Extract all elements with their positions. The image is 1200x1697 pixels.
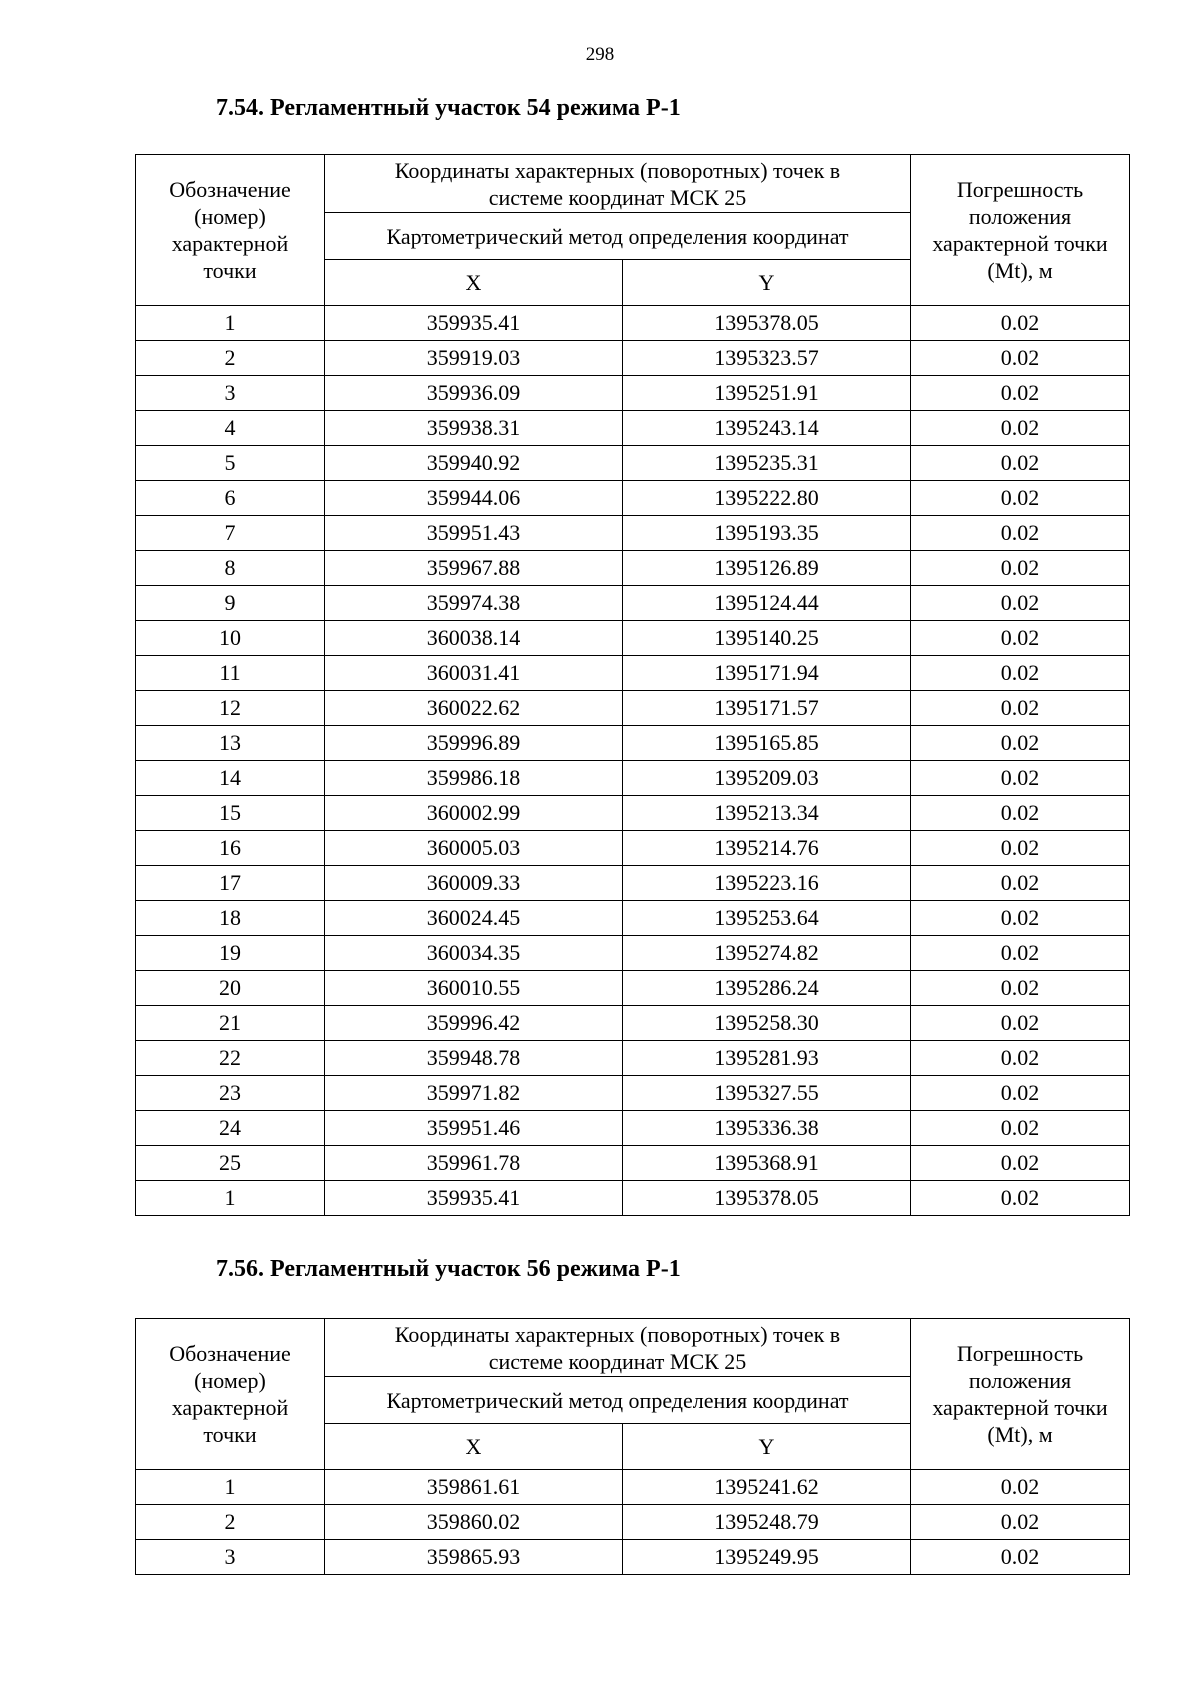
cell-point-number: 1: [136, 306, 325, 341]
cell-x: 359986.18: [325, 761, 623, 796]
cell-y: 1395126.89: [623, 551, 911, 586]
cell-point-number: 3: [136, 1540, 325, 1575]
cell-point-number: 6: [136, 481, 325, 516]
cell-x: 359996.89: [325, 726, 623, 761]
cell-y: 1395241.62: [623, 1470, 911, 1505]
cell-point-number: 10: [136, 621, 325, 656]
cell-accuracy: 0.02: [911, 1111, 1130, 1146]
cell-y: 1395213.34: [623, 796, 911, 831]
cell-point-number: 24: [136, 1111, 325, 1146]
cell-x: 360038.14: [325, 621, 623, 656]
cell-point-number: 15: [136, 796, 325, 831]
cell-x: 359936.09: [325, 376, 623, 411]
cell-accuracy: 0.02: [911, 656, 1130, 691]
cell-x: 360005.03: [325, 831, 623, 866]
table-row: [136, 551, 1130, 586]
cell-accuracy: 0.02: [911, 1470, 1130, 1505]
cell-point-number: 9: [136, 586, 325, 621]
cell-x: 360034.35: [325, 936, 623, 971]
header-accuracy: Погрешность положения характерной точки (Mt), м: [911, 1319, 1130, 1470]
cell-accuracy: 0.02: [911, 1076, 1130, 1111]
cell-point-number: 11: [136, 656, 325, 691]
cell-x: 360031.41: [325, 656, 623, 691]
cell-x: 359996.42: [325, 1006, 623, 1041]
cell-x: 359944.06: [325, 481, 623, 516]
table-row: [136, 901, 1130, 936]
cell-y: 1395243.14: [623, 411, 911, 446]
table-row: [136, 1041, 1130, 1076]
cell-accuracy: 0.02: [911, 1041, 1130, 1076]
cell-accuracy: 0.02: [911, 691, 1130, 726]
coordinates-table: [135, 154, 1130, 1216]
header-y: Y: [623, 260, 911, 306]
cell-x: 359861.61: [325, 1470, 623, 1505]
header-method: Картометрический метод определения координат: [325, 1377, 911, 1424]
header-x: X: [325, 1424, 623, 1470]
cell-accuracy: 0.02: [911, 1146, 1130, 1181]
table-row: [136, 586, 1130, 621]
cell-x: 359961.78: [325, 1146, 623, 1181]
cell-point-number: 17: [136, 866, 325, 901]
cell-point-number: 13: [136, 726, 325, 761]
cell-accuracy: 0.02: [911, 901, 1130, 936]
cell-point-number: 23: [136, 1076, 325, 1111]
cell-x: 359935.41: [325, 306, 623, 341]
cell-accuracy: 0.02: [911, 726, 1130, 761]
cell-y: 1395327.55: [623, 1076, 911, 1111]
header-accuracy: Погрешность положения характерной точки (Mt), м: [911, 155, 1130, 306]
table-row: [136, 726, 1130, 761]
table-row: [136, 1540, 1130, 1575]
header-coordinates: Координаты характерных (поворотных) точек в системе координат МСК 25: [325, 155, 911, 213]
cell-point-number: 19: [136, 936, 325, 971]
cell-point-number: 22: [136, 1041, 325, 1076]
cell-accuracy: 0.02: [911, 306, 1130, 341]
cell-accuracy: 0.02: [911, 1181, 1130, 1216]
cell-accuracy: 0.02: [911, 481, 1130, 516]
cell-accuracy: 0.02: [911, 971, 1130, 1006]
table-row: [136, 1111, 1130, 1146]
cell-x: 360002.99: [325, 796, 623, 831]
cell-accuracy: 0.02: [911, 516, 1130, 551]
cell-point-number: 21: [136, 1006, 325, 1041]
cell-y: 1395286.24: [623, 971, 911, 1006]
table-row: [136, 1505, 1130, 1540]
cell-y: 1395258.30: [623, 1006, 911, 1041]
cell-accuracy: 0.02: [911, 936, 1130, 971]
cell-y: 1395124.44: [623, 586, 911, 621]
cell-x: 359951.46: [325, 1111, 623, 1146]
cell-y: 1395253.64: [623, 901, 911, 936]
cell-y: 1395251.91: [623, 376, 911, 411]
cell-accuracy: 0.02: [911, 446, 1130, 481]
cell-accuracy: 0.02: [911, 411, 1130, 446]
table-row: [136, 516, 1130, 551]
cell-x: 359860.02: [325, 1505, 623, 1540]
cell-x: 359865.93: [325, 1540, 623, 1575]
cell-point-number: 4: [136, 411, 325, 446]
table-row: [136, 1076, 1130, 1111]
cell-x: 359919.03: [325, 341, 623, 376]
cell-y: 1395281.93: [623, 1041, 911, 1076]
cell-y: 1395140.25: [623, 621, 911, 656]
cell-accuracy: 0.02: [911, 551, 1130, 586]
table-row: [136, 691, 1130, 726]
table-row: [136, 656, 1130, 691]
cell-accuracy: 0.02: [911, 761, 1130, 796]
page-number: 298: [585, 44, 615, 65]
table-row: [136, 306, 1130, 341]
cell-accuracy: 0.02: [911, 1006, 1130, 1041]
cell-y: 1395249.95: [623, 1540, 911, 1575]
cell-y: 1395368.91: [623, 1146, 911, 1181]
cell-y: 1395378.05: [623, 306, 911, 341]
cell-point-number: 16: [136, 831, 325, 866]
cell-y: 1395165.85: [623, 726, 911, 761]
cell-y: 1395223.16: [623, 866, 911, 901]
table-row: [136, 481, 1130, 516]
cell-x: 360024.45: [325, 901, 623, 936]
cell-point-number: 18: [136, 901, 325, 936]
table-row: [136, 1470, 1130, 1505]
cell-point-number: 3: [136, 376, 325, 411]
cell-accuracy: 0.02: [911, 376, 1130, 411]
cell-y: 1395248.79: [623, 1505, 911, 1540]
header-point-number: Обозначение (номер) характерной точки: [136, 155, 325, 306]
table-row: [136, 446, 1130, 481]
cell-accuracy: 0.02: [911, 341, 1130, 376]
cell-y: 1395336.38: [623, 1111, 911, 1146]
table-row: [136, 621, 1130, 656]
cell-x: 359974.38: [325, 586, 623, 621]
table-row: [136, 936, 1130, 971]
table-row: [136, 376, 1130, 411]
cell-x: 359951.43: [325, 516, 623, 551]
table-row: [136, 831, 1130, 866]
cell-point-number: 25: [136, 1146, 325, 1181]
cell-point-number: 14: [136, 761, 325, 796]
table-row: [136, 1181, 1130, 1216]
table-row: [136, 341, 1130, 376]
cell-accuracy: 0.02: [911, 866, 1130, 901]
cell-y: 1395193.35: [623, 516, 911, 551]
table-row: [136, 796, 1130, 831]
cell-x: 359940.92: [325, 446, 623, 481]
cell-x: 360022.62: [325, 691, 623, 726]
cell-y: 1395171.57: [623, 691, 911, 726]
cell-y: 1395214.76: [623, 831, 911, 866]
cell-x: 359971.82: [325, 1076, 623, 1111]
table-row: [136, 411, 1130, 446]
cell-point-number: 1: [136, 1470, 325, 1505]
cell-x: 359967.88: [325, 551, 623, 586]
cell-accuracy: 0.02: [911, 621, 1130, 656]
cell-x: 359948.78: [325, 1041, 623, 1076]
cell-y: 1395323.57: [623, 341, 911, 376]
cell-point-number: 7: [136, 516, 325, 551]
header-coordinates: Координаты характерных (поворотных) точек в системе координат МСК 25: [325, 1319, 911, 1377]
table-row: [136, 1006, 1130, 1041]
cell-y: 1395274.82: [623, 936, 911, 971]
cell-point-number: 2: [136, 341, 325, 376]
cell-point-number: 5: [136, 446, 325, 481]
cell-y: 1395209.03: [623, 761, 911, 796]
cell-accuracy: 0.02: [911, 586, 1130, 621]
header-point-number: Обозначение (номер) характерной точки: [136, 1319, 325, 1470]
cell-accuracy: 0.02: [911, 1505, 1130, 1540]
cell-y: 1395222.80: [623, 481, 911, 516]
table-row: [136, 866, 1130, 901]
header-y: Y: [623, 1424, 911, 1470]
cell-accuracy: 0.02: [911, 831, 1130, 866]
section-title: 7.54. Регламентный участок 54 режима Р-1: [216, 95, 681, 121]
cell-x: 359938.31: [325, 411, 623, 446]
cell-accuracy: 0.02: [911, 796, 1130, 831]
cell-x: 360009.33: [325, 866, 623, 901]
cell-point-number: 1: [136, 1181, 325, 1216]
table-row: [136, 971, 1130, 1006]
coordinates-table: [135, 1318, 1130, 1575]
header-method: Картометрический метод определения координат: [325, 213, 911, 260]
cell-y: 1395378.05: [623, 1181, 911, 1216]
cell-accuracy: 0.02: [911, 1540, 1130, 1575]
cell-x: 359935.41: [325, 1181, 623, 1216]
header-x: X: [325, 260, 623, 306]
table-row: [136, 1146, 1130, 1181]
cell-point-number: 12: [136, 691, 325, 726]
cell-point-number: 8: [136, 551, 325, 586]
cell-x: 360010.55: [325, 971, 623, 1006]
cell-point-number: 2: [136, 1505, 325, 1540]
cell-y: 1395171.94: [623, 656, 911, 691]
cell-point-number: 20: [136, 971, 325, 1006]
table-row: [136, 761, 1130, 796]
cell-y: 1395235.31: [623, 446, 911, 481]
section-title: 7.56. Регламентный участок 56 режима Р-1: [216, 1256, 681, 1282]
